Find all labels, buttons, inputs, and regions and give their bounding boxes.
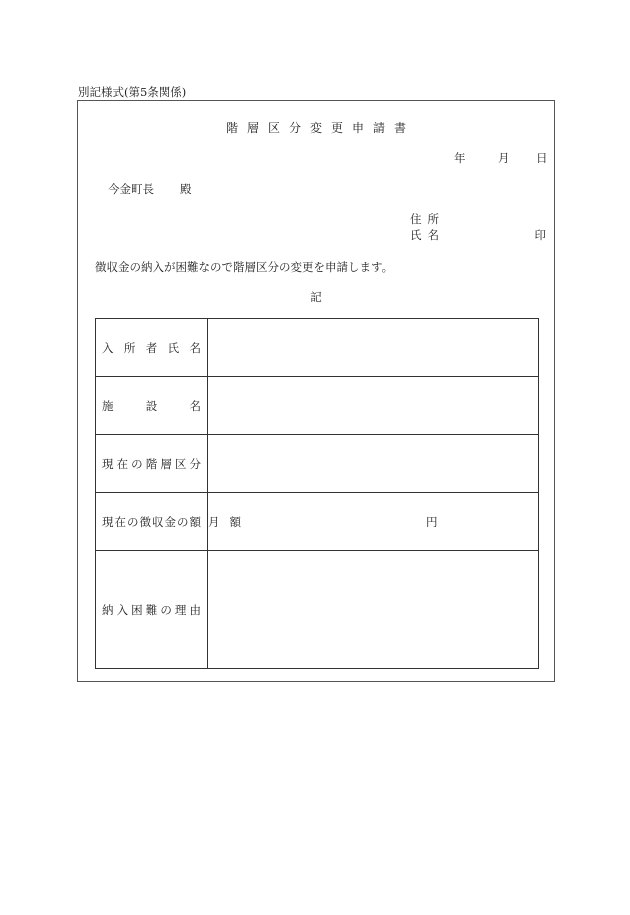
label-char: 難 bbox=[145, 602, 158, 617]
label-char: 現 bbox=[102, 456, 114, 471]
spread-label bbox=[102, 340, 201, 356]
label-char: 施 bbox=[102, 398, 114, 413]
label-char: 納 bbox=[102, 602, 114, 617]
current-tier-field[interactable] bbox=[208, 435, 539, 493]
row-label-reason bbox=[96, 551, 208, 669]
label-char: 在 bbox=[114, 514, 126, 529]
table-row bbox=[96, 551, 539, 669]
form-caption: 別記様式(第5条関係) bbox=[78, 85, 187, 99]
applicant-address-label: 住所 bbox=[410, 212, 445, 226]
form-frame bbox=[77, 100, 555, 682]
label-char: 理 bbox=[174, 602, 187, 617]
table-row bbox=[96, 435, 539, 493]
form-title: 階層区分変更申請書 bbox=[225, 121, 415, 135]
row-label-current-fee bbox=[96, 493, 208, 551]
addressee-honorific: 殿 bbox=[180, 182, 192, 196]
label-char: 者 bbox=[145, 340, 158, 355]
date-year-label: 年 bbox=[454, 151, 466, 165]
label-char: 現 bbox=[102, 514, 114, 529]
applicant-name-label: 氏名 bbox=[410, 228, 445, 242]
label-char: 氏 bbox=[167, 340, 180, 355]
yen-unit-label: 円 bbox=[426, 514, 438, 529]
addressee bbox=[108, 181, 192, 197]
label-char: の bbox=[127, 514, 139, 529]
table-row bbox=[96, 493, 539, 551]
spread-label bbox=[102, 456, 201, 472]
label-char: の bbox=[160, 602, 172, 617]
date-month-label: 月 bbox=[498, 151, 510, 165]
label-char: 入 bbox=[116, 602, 129, 617]
label-char: 由 bbox=[189, 602, 201, 617]
seal-mark: 印 bbox=[534, 228, 546, 242]
label-char: 金 bbox=[164, 514, 176, 529]
label-char: 設 bbox=[145, 398, 158, 413]
row-label-facility-name bbox=[96, 377, 208, 435]
table-row bbox=[96, 377, 539, 435]
label-char: 層 bbox=[160, 456, 172, 471]
label-char: 名 bbox=[189, 340, 201, 355]
label-char: 徴 bbox=[139, 514, 151, 529]
label-char: 在 bbox=[116, 456, 129, 471]
table-row bbox=[96, 319, 539, 377]
monthly-amount-label: 月額 bbox=[208, 514, 251, 529]
addressee-name: 今金町長 bbox=[108, 182, 154, 196]
current-fee-field[interactable] bbox=[208, 493, 539, 551]
application-table bbox=[95, 318, 539, 669]
label-char: 入 bbox=[102, 340, 114, 355]
resident-name-field[interactable] bbox=[208, 319, 539, 377]
request-statement: 徴収金の納入が困難なので階層区分の変更を申請します。 bbox=[95, 260, 394, 274]
label-char: 階 bbox=[145, 456, 158, 471]
label-char: 名 bbox=[189, 398, 201, 413]
label-char: の bbox=[131, 456, 143, 471]
label-char: 額 bbox=[189, 514, 201, 529]
label-char: 困 bbox=[131, 602, 143, 617]
row-label-current-tier bbox=[96, 435, 208, 493]
ki-heading: 記 bbox=[310, 290, 322, 304]
spread-label bbox=[102, 602, 201, 618]
spread-label bbox=[102, 398, 201, 414]
reason-field[interactable] bbox=[208, 551, 539, 669]
spread-label bbox=[102, 514, 201, 530]
label-char: 収 bbox=[152, 514, 164, 529]
row-label-resident-name bbox=[96, 319, 208, 377]
label-char: 区 bbox=[174, 456, 187, 471]
date-day-label: 日 bbox=[536, 151, 548, 165]
facility-name-field[interactable] bbox=[208, 377, 539, 435]
date-line bbox=[454, 150, 546, 166]
label-char: の bbox=[177, 514, 189, 529]
label-char: 所 bbox=[123, 340, 136, 355]
label-char: 分 bbox=[189, 456, 201, 471]
